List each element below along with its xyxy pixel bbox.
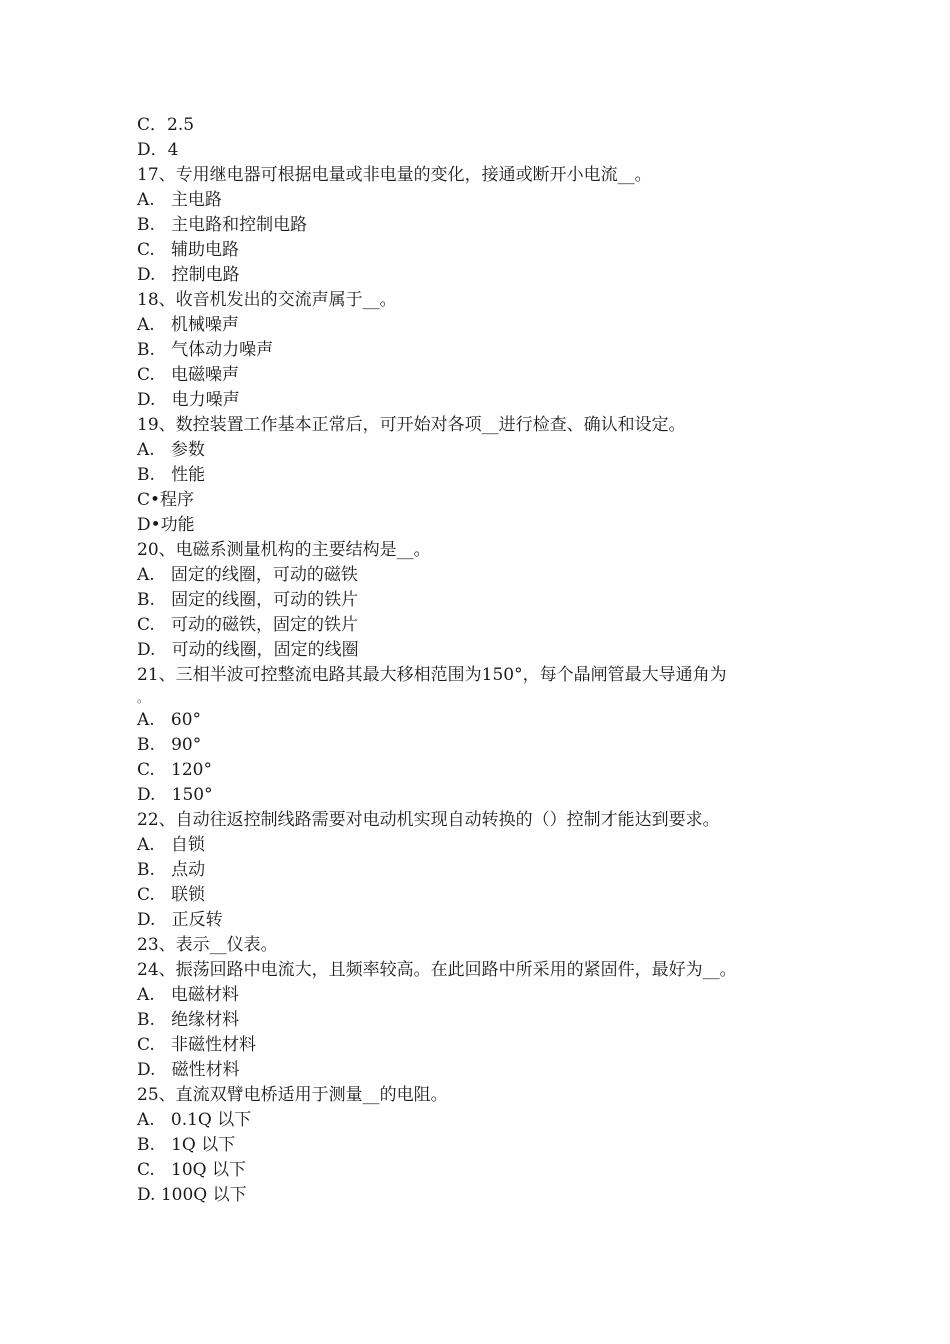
question-22: 22、自动往返控制线路需要对电动机实现自动转换的（）控制才能达到要求。: [137, 810, 720, 830]
q21-option-b: B. 90°: [137, 735, 202, 755]
q25-option-c: C. 10Q 以下: [137, 1160, 246, 1180]
question-20: 20、电磁系测量机构的主要结构是__。: [137, 540, 431, 560]
q25-option-a: A. 0.1Q 以下: [137, 1110, 252, 1130]
q18-option-d: D. 电力噪声: [137, 390, 240, 410]
q17-option-c: C. 辅助电路: [137, 240, 240, 260]
q17-option-a: A. 主电路: [137, 190, 222, 210]
q18-option-c: C. 电磁噪声: [137, 365, 240, 385]
question-21-continuation: 。: [137, 691, 150, 705]
q21-option-d: D. 150°: [137, 785, 213, 805]
q19-option-a: A. 参数: [137, 440, 205, 460]
question-21: 21、三相半波可控整流电路其最大移相范围为150°，每个晶闸管最大导通角为: [137, 665, 727, 685]
q21-option-c: C. 120°: [137, 760, 212, 780]
q22-option-b: B. 点动: [137, 860, 206, 880]
q22-option-d: D. 正反转: [137, 910, 223, 930]
q24-option-c: C. 非磁性材料: [137, 1035, 257, 1055]
question-17: 17、专用继电器可根据电量或非电量的变化，接通或断开小电流__。: [137, 165, 652, 185]
question-19: 19、数控装置工作基本正常后，可开始对各项__进行检查、确认和设定。: [137, 415, 686, 435]
q17-option-d: D. 控制电路: [137, 265, 240, 285]
q18-option-b: B. 气体动力噪声: [137, 340, 274, 360]
q19-option-d: D•功能: [137, 515, 195, 535]
q20-option-c: C. 可动的磁铁，固定的铁片: [137, 615, 359, 635]
option-c-line: C．2.5: [137, 115, 195, 135]
q21-option-a: A. 60°: [137, 710, 202, 730]
q19-option-c: C•程序: [137, 490, 195, 510]
q22-option-c: C. 联锁: [137, 885, 206, 905]
q19-option-b: B. 性能: [137, 465, 206, 485]
option-d-line: D．4: [137, 140, 179, 160]
document-page: [137, 113, 837, 1208]
q20-option-b: B. 固定的线圈，可动的铁片: [137, 590, 359, 610]
q18-option-a: A. 机械噪声: [137, 315, 239, 335]
q20-option-a: A. 固定的线圈，可动的磁铁: [137, 565, 358, 585]
question-23: 23、表示__仪表。: [137, 935, 278, 955]
q22-option-a: A. 自锁: [137, 835, 205, 855]
q24-option-a: A. 电磁材料: [137, 985, 239, 1005]
q17-option-b: B. 主电路和控制电路: [137, 215, 308, 235]
q24-option-d: D. 磁性材料: [137, 1060, 240, 1080]
q20-option-d: D. 可动的线圈，固定的线圈: [137, 640, 359, 660]
q25-option-d: D. 100Q 以下: [137, 1185, 247, 1205]
question-25: 25、直流双臂电桥适用于测量__的电阻。: [137, 1085, 448, 1105]
question-24: 24、振荡回路中电流大，且频率较高。在此回路中所采用的紧固件，最好为__。: [137, 960, 737, 980]
q25-option-b: B. 1Q 以下: [137, 1135, 236, 1155]
q24-option-b: B. 绝缘材料: [137, 1010, 240, 1030]
question-18: 18、收音机发出的交流声属于__。: [137, 290, 397, 310]
